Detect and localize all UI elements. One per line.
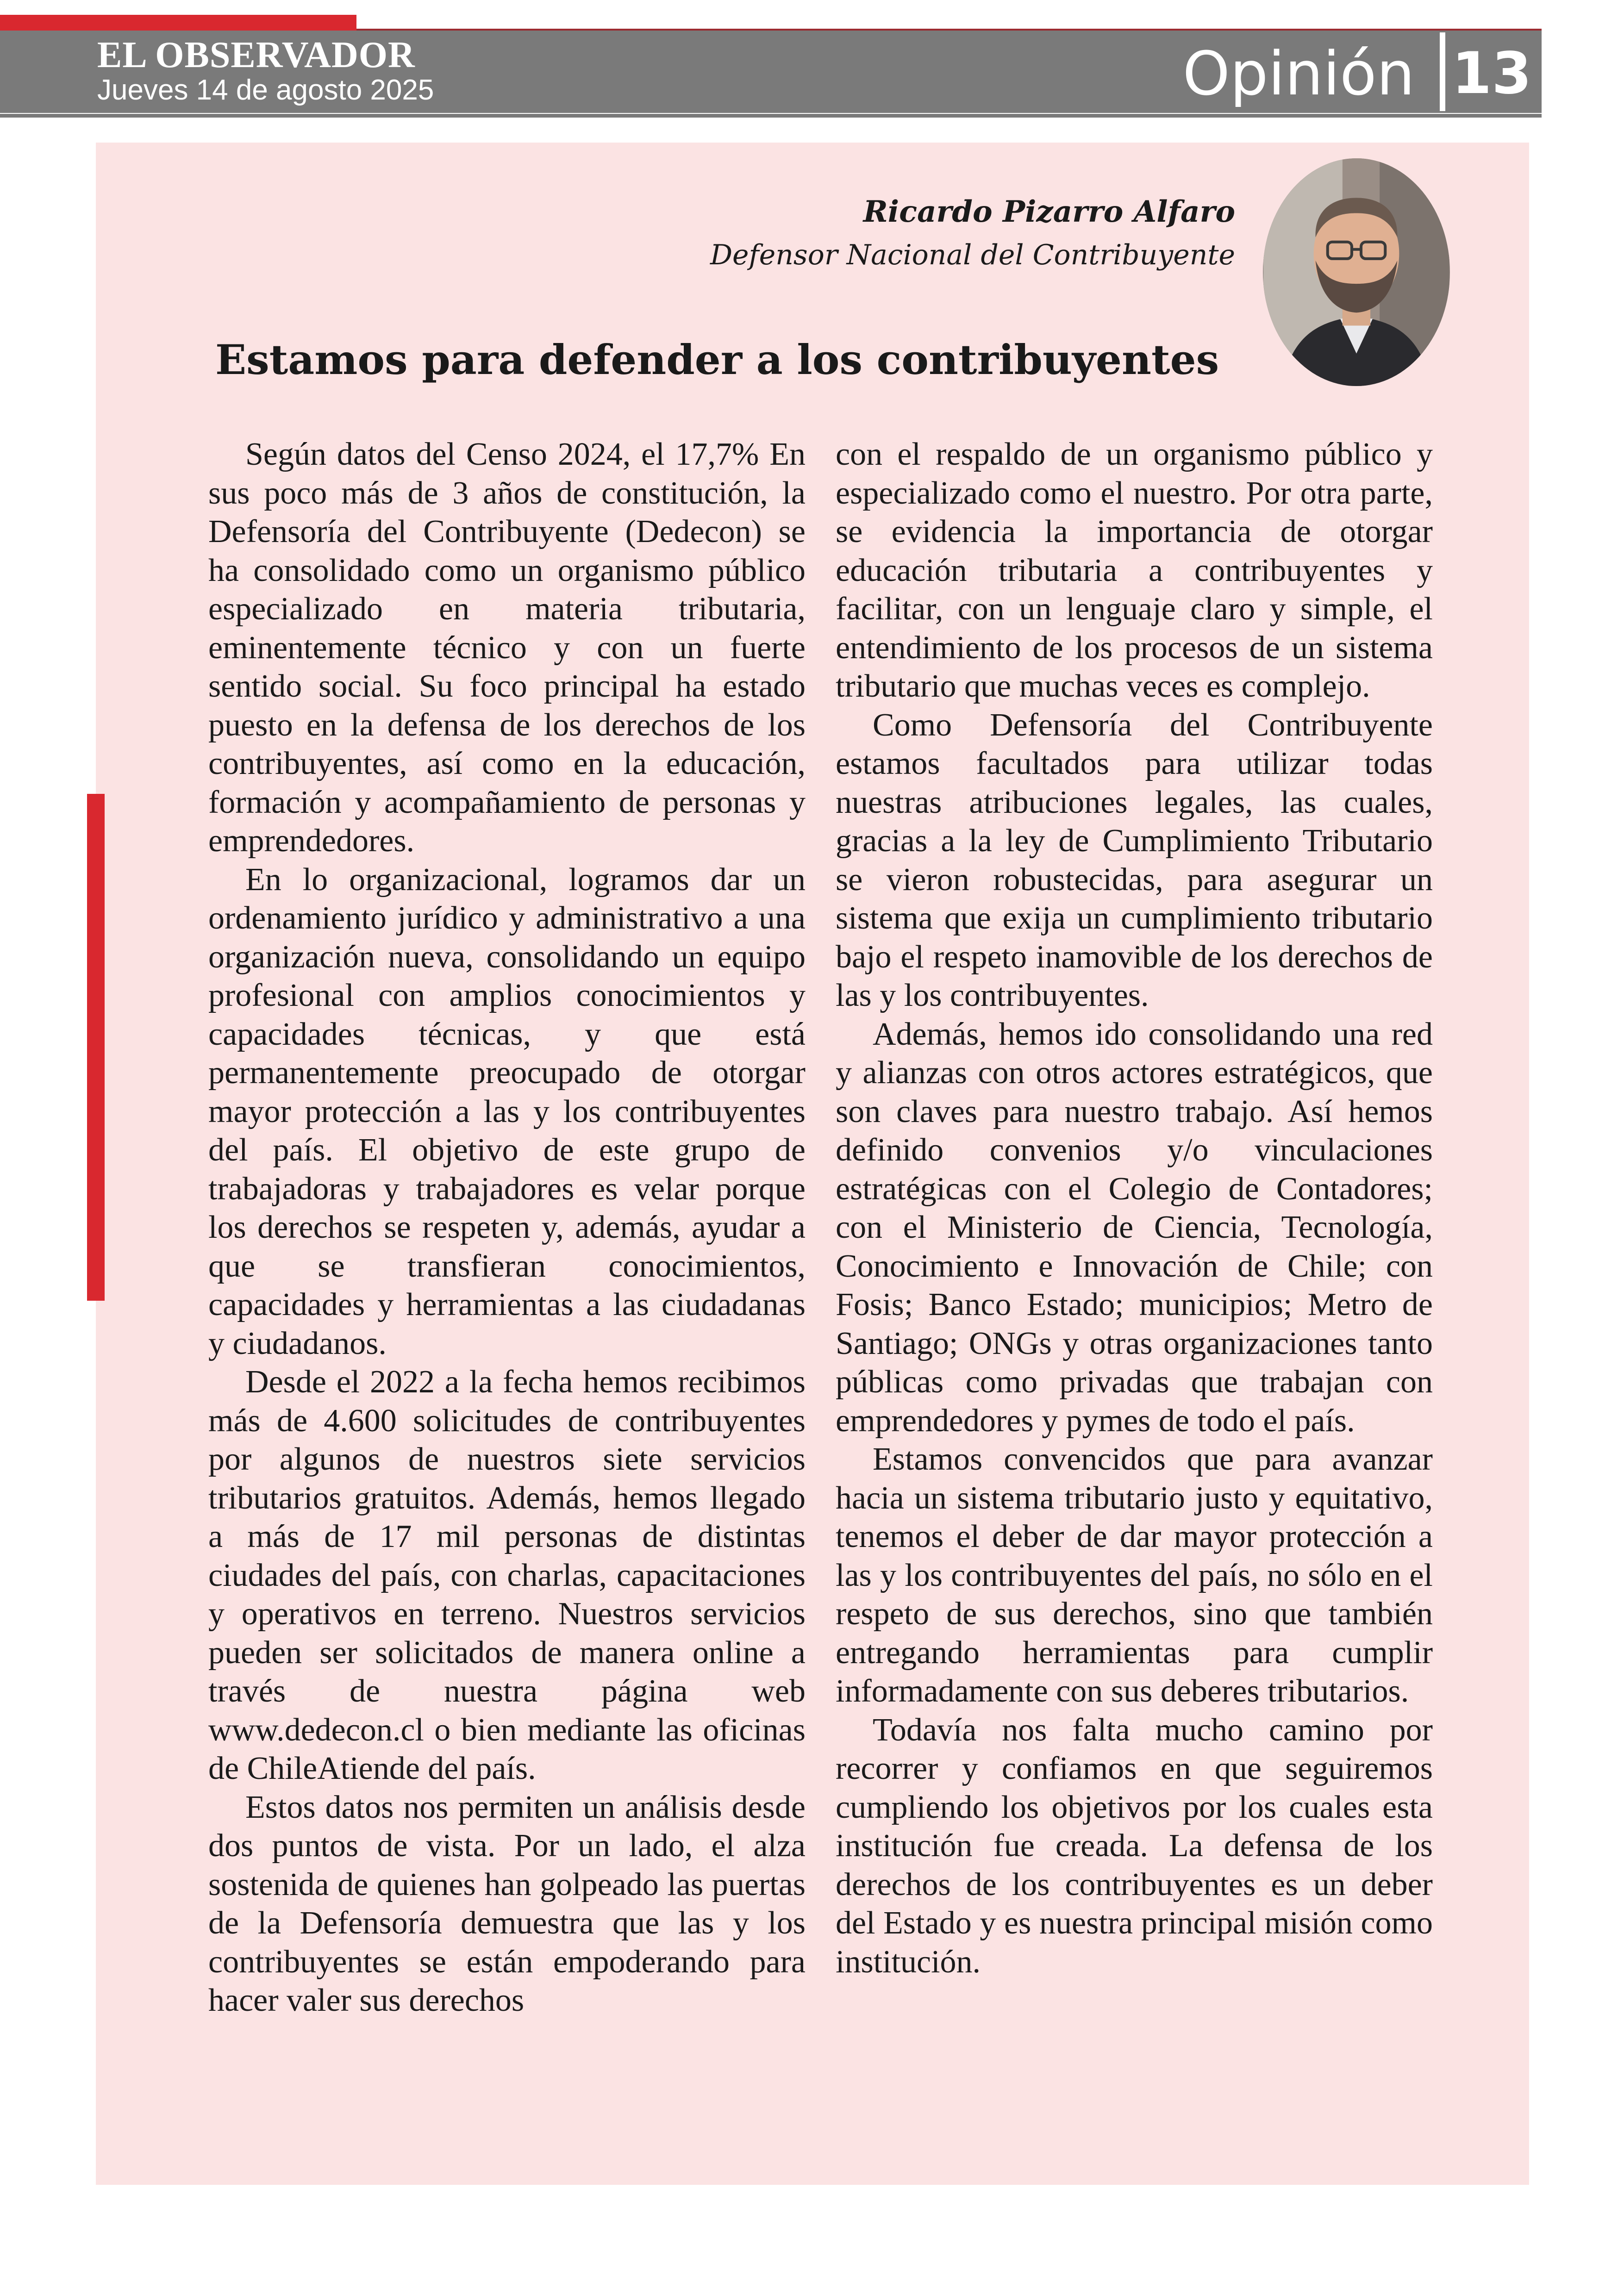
article-headline: Estamos para defender a los contribuyentes xyxy=(215,336,1219,384)
top-red-accent xyxy=(0,15,356,31)
paragraph: Según datos del Censo 2024, el 17,7% En sus poco más de 3 años de constitución, la Defensoría del Contribuyente (Dedecon) se ha consolidado como un organismo público especializado en materia tributaria, eminentemente técnico y con un fuerte sentido social. Su foco principal ha estado puesto en la defensa de los derechos de los contribuyentes, así como en la educación, formación y acompañamiento de personas y emprendedores. xyxy=(208,437,806,859)
paragraph: En lo organizacional, logramos dar un ordenamiento jurídico y administrativo a una organización nueva, consolidando un equipo profesional con amplios conocimientos y capacidades técnicas, y que está permanentemente preocupado de otorgar mayor protección a las y los contribuyentes del país. El objetivo de este grupo de trabajadoras y trabajadores es velar porque los derechos se respeten y, además, ayudar a que se transfieran conocimientos, capacidades y herramientas a las ciudadanas y ciudadanos. xyxy=(208,861,806,1361)
issue-date: Jueves 14 de agosto 2025 xyxy=(97,74,434,106)
paragraph: Estamos convencidos que para avanzar hacia un sistema tributario justo y equitativo, tenemos el deber de dar mayor protección a las y los contribuyentes del país, no sólo en el respeto de sus derechos, sino que también entregando herramientas para cumplir informadamente con sus deberes tributarios. xyxy=(836,1441,1433,1709)
newspaper-masthead: EL OBSERVADOR xyxy=(97,35,415,75)
paragraph: Desde el 2022 a la fecha hemos recibimos más de 4.600 solicitudes de contribuyentes por algunos de nuestros siete servicios tributarios gratuitos. Además, hemos llegado a más de 17 mil personas de distintas ciudades del país, con charlas, capacitaciones y operativos en terreno. Nuestros servicios pueden ser solicitados de manera online a través de nuestra página web www.dedecon.cl o bien mediante las oficinas de ChileAtiende del país. xyxy=(208,1364,806,1786)
page-number: 13 xyxy=(1452,40,1532,107)
side-red-accent xyxy=(87,794,105,1301)
paragraph-continuation: con el respaldo de un organismo público y especializado como el nuestro. Por otra parte, se evidencia la importancia de otorgar educación tributaria a contribuyentes y facilitar, con un lenguaje claro y simple, el entendimiento de los procesos de un sistema tributario que muchas veces es complejo. xyxy=(836,437,1433,704)
author-name: Ricardo Pizarro Alfaro xyxy=(863,194,1235,229)
paragraph: Todavía nos falta mucho camino por recorrer y confiamos en que seguiremos cumpliendo los objetivos por los cuales esta institución fue creada. La defensa de los derechos de los contribuyentes es un deber del Estado y es nuestra principal misión como institución. xyxy=(836,1712,1433,1980)
paragraph: Como Defensoría del Contribuyente estamos facultados para utilizar todas nuestras atribuciones legales, las cuales, gracias a la ley de Cumplimiento Tributario se vieron robustecidas, para asegurar un sistema que exija un cumplimiento tributario bajo el respeto inamovible de los derechos de las y los contribuyentes. xyxy=(836,707,1433,1013)
author-photo xyxy=(1263,158,1450,386)
paragraph: Estos datos nos permiten un análisis desde dos puntos de vista. Por un lado, el alza sostenida de quienes han golpeado las puertas de la Defensoría demuestra que las y los contribuyentes se están empoderando para hacer valer sus derechos xyxy=(208,1789,806,2018)
header-bottom-rule xyxy=(0,114,1542,118)
paragraph: Además, hemos ido consolidando una red y alianzas con otros actores estratégicos, que son claves para nuestro trabajo. Así hemos definido convenios y/o vinculaciones estratégicas con el Colegio de Contadores; con el Ministerio de Ciencia, Tecnología, Conocimiento e Innovación de Chile; con Fosis; Banco Estado; municipios; Metro de Santiago; ONGs y otras organizaciones tanto públicas como privadas que trabajan con emprendedores y pymes de todo el país. xyxy=(836,1016,1433,1439)
section-title: Opinión xyxy=(1182,38,1415,109)
author-role: Defensor Nacional del Contribuyente xyxy=(710,239,1235,271)
byline xyxy=(710,190,1235,276)
section-divider xyxy=(1440,32,1445,111)
article-column-left xyxy=(208,435,806,2020)
article-column-right xyxy=(836,435,1433,1981)
author-portrait-icon xyxy=(1263,158,1450,386)
